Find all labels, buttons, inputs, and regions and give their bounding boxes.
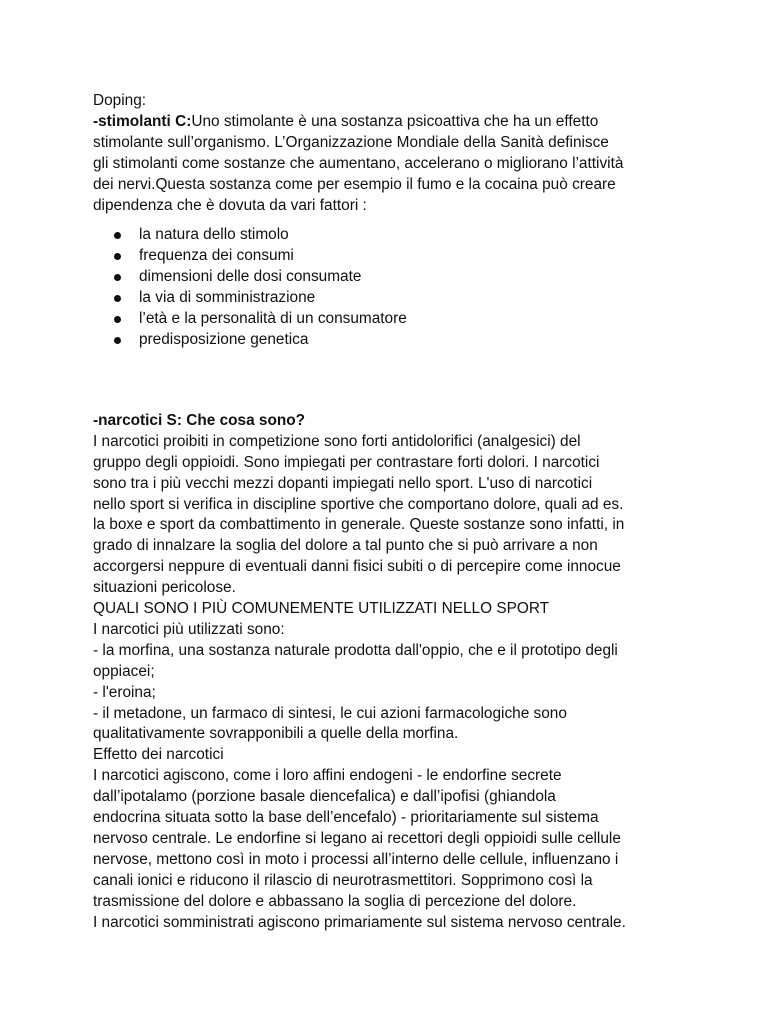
effect-line: I narcotici agiscono, come i loro affini endogeni - le endorfine secrete <box>93 767 562 785</box>
bullet-icon <box>114 274 121 281</box>
narcotici-intro-line: accorgersi neppure di eventuali danni fisici subiti o di percepire come innocue <box>93 558 621 576</box>
narcotici-intro-line: la boxe e sport da combattimento in generale. Queste sostanze sono infatti, in <box>93 516 625 534</box>
effect-heading: Effetto dei narcotici <box>93 746 224 764</box>
list-item-text: predisposizione genetica <box>139 330 309 348</box>
narcotici-intro-line: situazioni pericolose. <box>93 579 236 597</box>
narcotici-intro-line: nello sport si verifica in discipline sportive che comportano dolore, quali ad es. <box>93 495 624 513</box>
document-page <box>93 91 703 934</box>
stimolanti-section <box>93 112 703 351</box>
narcotici-heading-text: -narcotici S: Che cosa sono? <box>93 411 306 429</box>
narcotici-intro-line: grado di innalzare la soglia del dolore a tal punto che si può arrivare a non <box>93 537 598 555</box>
effect-line: trasmissione del dolore e abbassano la soglia di percezione del dolore. <box>93 892 577 910</box>
list-item <box>93 330 703 351</box>
narcotici-intro-line: I narcotici proibiti in competizione sono forti antidolorifici (analgesici) del <box>93 432 581 450</box>
bullet-icon <box>114 232 121 239</box>
list-item <box>93 267 703 288</box>
factor-list <box>93 225 703 350</box>
list-item-text: frequenza dei consumi <box>139 247 294 265</box>
list-item <box>93 288 703 309</box>
stimolanti-line-5: dipendenza che è dovuta da vari fattori : <box>93 196 367 214</box>
stimolanti-line-1 <box>93 112 703 133</box>
list-item <box>93 225 703 246</box>
stimolanti-line-3: gli stimolanti come sostanze che aumentano, accelerano o migliorano l’attività <box>93 154 624 172</box>
stimolanti-text-1: Uno stimolante è una sostanza psicoattiva che ha un effetto <box>191 112 599 130</box>
list-item <box>93 309 703 330</box>
used-line: oppiacei; <box>93 662 155 680</box>
list-item-text: dimensioni delle dosi consumate <box>139 268 362 286</box>
used-line: I narcotici più utilizzati sono: <box>93 620 285 638</box>
used-line: - la morfina, una sostanza naturale prodotta dall'oppio, che e il prototipo degli <box>93 641 618 659</box>
stimolanti-heading: -stimolanti C: <box>93 112 192 130</box>
used-line: - il metadone, un farmaco di sintesi, le cui azioni farmacologiche sono <box>93 704 567 722</box>
used-line: qualitativamente sovrapponibili a quelle della morfina. <box>93 725 459 743</box>
list-item-text: la natura dello stimolo <box>139 226 289 244</box>
bullet-icon <box>114 337 121 344</box>
narcotici-section <box>93 411 703 934</box>
bullet-icon <box>114 295 121 302</box>
stimolanti-line-4: dei nervi.Questa sostanza come per esempio il fumo e la cocaina può creare <box>93 175 616 193</box>
effect-line: nervoso centrale. Le endorfine si legano ai recettori degli oppioidi sulle cellule <box>93 830 621 847</box>
narcotici-intro-line: gruppo degli oppioidi. Sono impiegati per contrastare forti dolori. I narcotici <box>93 453 600 471</box>
list-item <box>93 246 703 267</box>
bullet-icon <box>114 316 121 323</box>
list-item-text: l’età e la personalità di un consumatore <box>139 310 407 328</box>
effect-line: canali ionici e riducono il rilascio di neurotrasmettitori. Sopprimono così la <box>93 871 593 889</box>
effect-line: endocrina situata sotto la base dell’encefalo) - prioritariamente sul sistema <box>93 809 599 827</box>
effect-line: dall’ipotalamo (porzione basale diencefalica) e dall’ipofisi (ghiandola <box>93 788 556 806</box>
used-line: - l'eroina; <box>93 683 156 701</box>
narcotici-intro-line: sono tra i più vecchi mezzi dopanti impiegati nello sport. L'uso di narcotici <box>93 474 593 492</box>
stimolanti-line-2: stimolante sull’organismo. L’Organizzazione Mondiale della Sanità definisce <box>93 133 609 151</box>
effect-line: I narcotici somministrati agiscono primariamente sul sistema nervoso centrale. <box>93 913 626 931</box>
doping-title: Doping: <box>93 92 147 109</box>
bullet-icon <box>114 253 121 260</box>
narcotici-heading <box>93 411 703 432</box>
used-heading: QUALI SONO I PIÙ COMUNEMENTE UTILIZZATI NELLO SPORT <box>93 600 550 618</box>
list-item-text: la via di somministrazione <box>139 289 316 307</box>
section-gap <box>93 351 703 411</box>
effect-line: nervose, mettono così in moto i processi all’interno delle cellule, influenzano i <box>93 850 619 868</box>
